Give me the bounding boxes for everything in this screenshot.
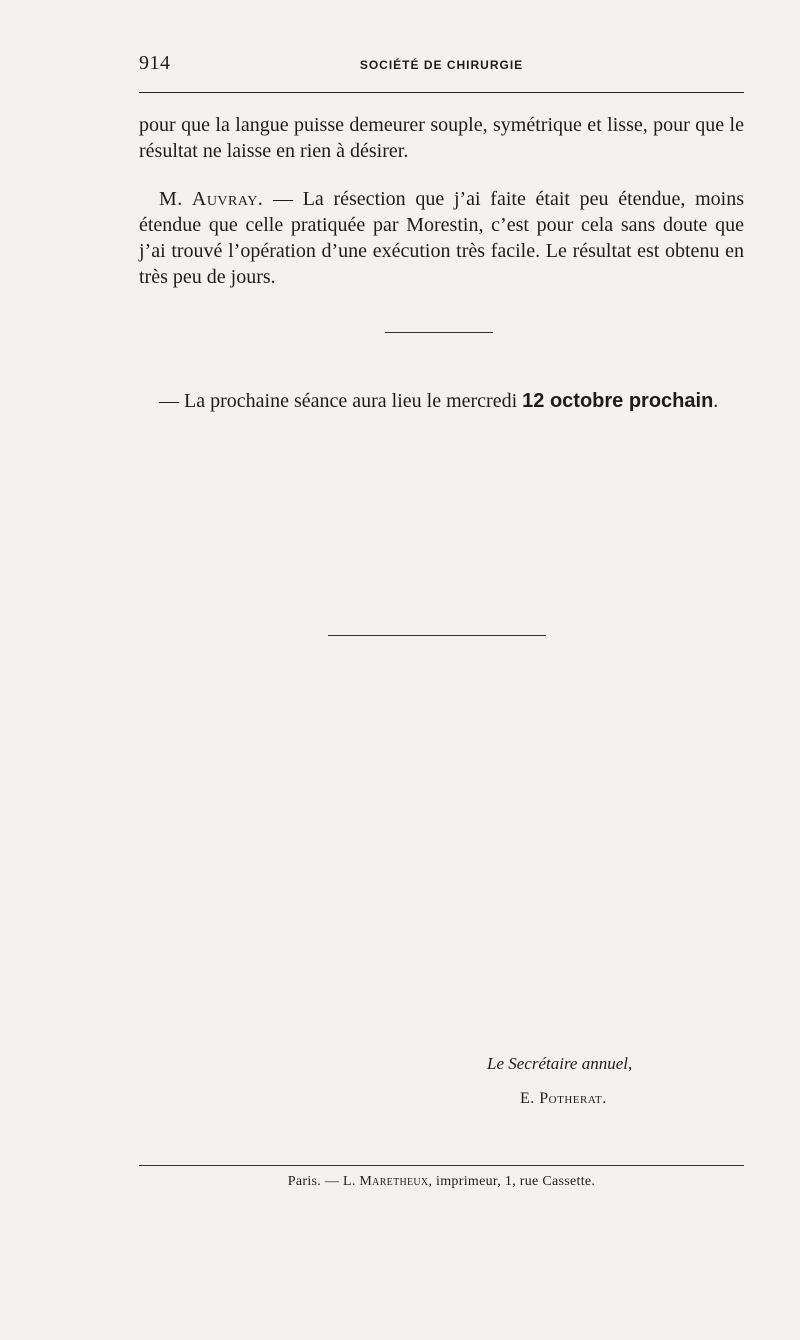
paragraph-auvray [139,186,744,290]
announcement-end: . [713,390,719,412]
imprint-place: Paris. — [287,1174,343,1189]
next-session-announcement [139,388,744,414]
header-rule [139,92,744,93]
paragraph-continuation: pour que la langue puisse demeurer souple, symétrique et lisse, pour que le résultat ne laisse en rien à désirer. [139,114,744,162]
signature-name: E. Potherat. [520,1090,607,1107]
section-divider [385,332,493,333]
signature-block [440,1054,680,1108]
paragraph-auvray-text: — La résection que j’ai faite était peu étendue, moins étendue que celle pratiquée par Morestin, c’est pour cela sans doute que j’ai trouvé l’opération d’une exécution très facile. Le résultat est obtenu en très peu de jours. [139,188,744,288]
page-number: 914 [139,52,171,74]
speaker-name: M. Auvray. [159,188,264,210]
signature-title: Le Secrétaire annuel, [487,1054,633,1073]
running-title: SOCIÉTÉ DE CHIRURGIE [359,58,524,72]
printer-imprint [139,1174,744,1190]
imprint-address: , imprimeur, 1, rue Cassette. [428,1174,596,1189]
announcement-date: 12 octobre prochain [522,390,714,412]
page-header [139,50,744,80]
imprint-printer: L. Maretheux [342,1174,429,1189]
footer-rule [139,1165,744,1166]
announcement-text: — La prochaine séance aura lieu le mercredi [159,390,523,412]
closing-divider [328,635,546,636]
